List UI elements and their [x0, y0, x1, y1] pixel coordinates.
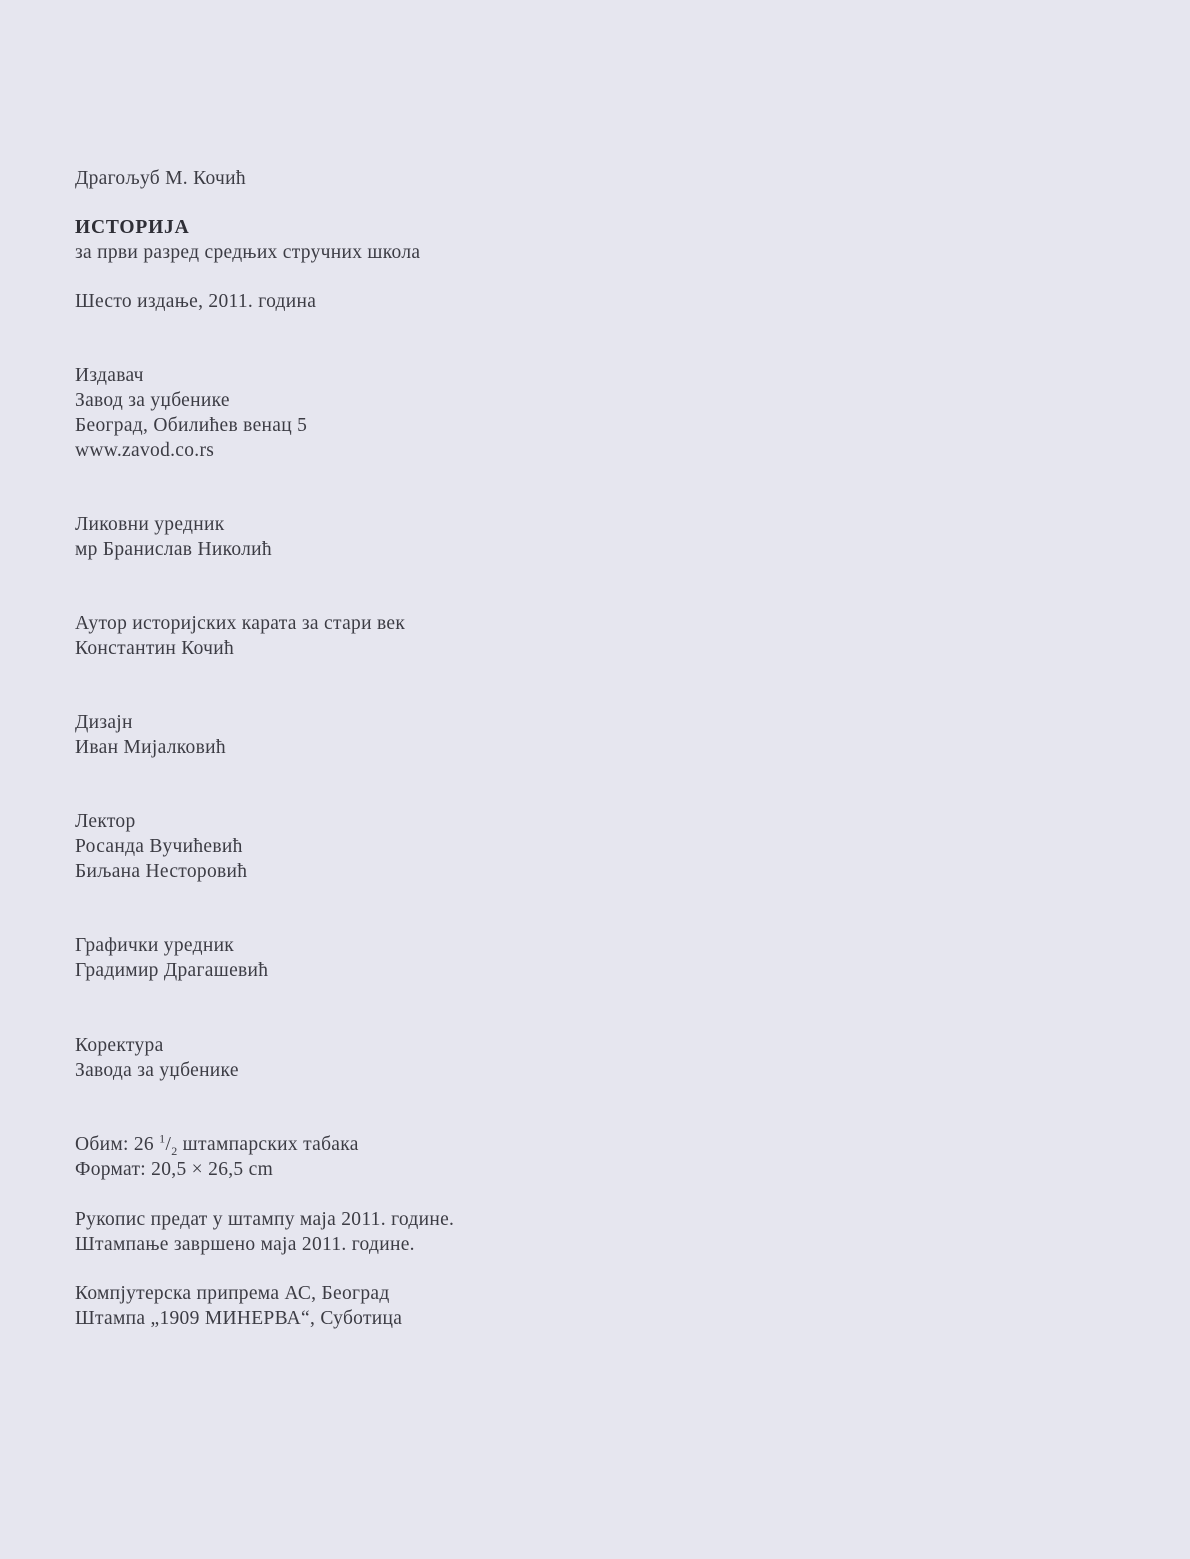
graphic-editor-label: Графички уредник	[75, 935, 235, 956]
design-label: Дизајн	[75, 712, 133, 733]
publisher-name: Завод за уџбенике	[75, 390, 230, 411]
publisher-website: www.zavod.co.rs	[75, 440, 215, 461]
design-name: Иван Мијалковић	[75, 737, 226, 758]
edition-block	[75, 289, 316, 314]
author-name: Драгољуб М. Кочић	[75, 168, 246, 189]
maps-author-name: Константин Кочић	[75, 638, 235, 659]
design-block	[75, 710, 226, 760]
correction-label: Коректура	[75, 1035, 164, 1056]
art-editor-block	[75, 512, 272, 562]
book-title: ИСТОРИЈА	[75, 217, 190, 238]
maps-author-label: Аутор историјских карата за стари век	[75, 613, 406, 634]
publisher-address: Београд, Обилићев венац 5	[75, 415, 308, 436]
submitted-line: Рукопис предат у штампу маја 2011. године.	[75, 1209, 455, 1230]
prepress-line: Компјутерска припрема АС, Београд	[75, 1283, 390, 1304]
completed-line: Штампање завршено маја 2011. године.	[75, 1234, 415, 1255]
proofreader-name-2: Биљана Несторовић	[75, 861, 248, 882]
correction-block	[75, 1033, 239, 1083]
proofreader-block	[75, 809, 247, 884]
book-subtitle: за први разред средњих стручних школа	[75, 242, 421, 263]
volume-fraction-slash: /	[165, 1134, 172, 1155]
production-block	[75, 1281, 402, 1331]
volume-prefix: Обим: 26	[75, 1134, 160, 1155]
printer-line: Штампа „1909 МИНЕРВА“, Суботица	[75, 1308, 403, 1329]
volume-suffix: штампарских табака	[177, 1134, 359, 1155]
correction-name: Завода за уџбенике	[75, 1060, 239, 1081]
graphic-editor-block	[75, 933, 268, 983]
format-line: Формат: 20,5 × 26,5 cm	[75, 1159, 274, 1180]
proofreader-label: Лектор	[75, 811, 136, 832]
proofreader-name-1: Росанда Вучићевић	[75, 836, 243, 857]
publisher-label: Издавач	[75, 365, 144, 386]
volume-line	[75, 1132, 359, 1157]
art-editor-name: мр Бранислав Николић	[75, 539, 272, 560]
maps-author-block	[75, 611, 405, 661]
specs-block	[75, 1132, 359, 1182]
art-editor-label: Ликовни уредник	[75, 514, 225, 535]
book-title-block	[75, 215, 420, 265]
publisher-block	[75, 363, 307, 463]
volume-numerator: 1	[159, 1131, 166, 1146]
edition-text: Шесто издање, 2011. година	[75, 291, 317, 312]
author-block	[75, 166, 246, 191]
graphic-editor-name: Градимир Драгашевић	[75, 960, 269, 981]
volume-denominator: 2	[171, 1143, 178, 1158]
printing-dates-block	[75, 1207, 454, 1257]
